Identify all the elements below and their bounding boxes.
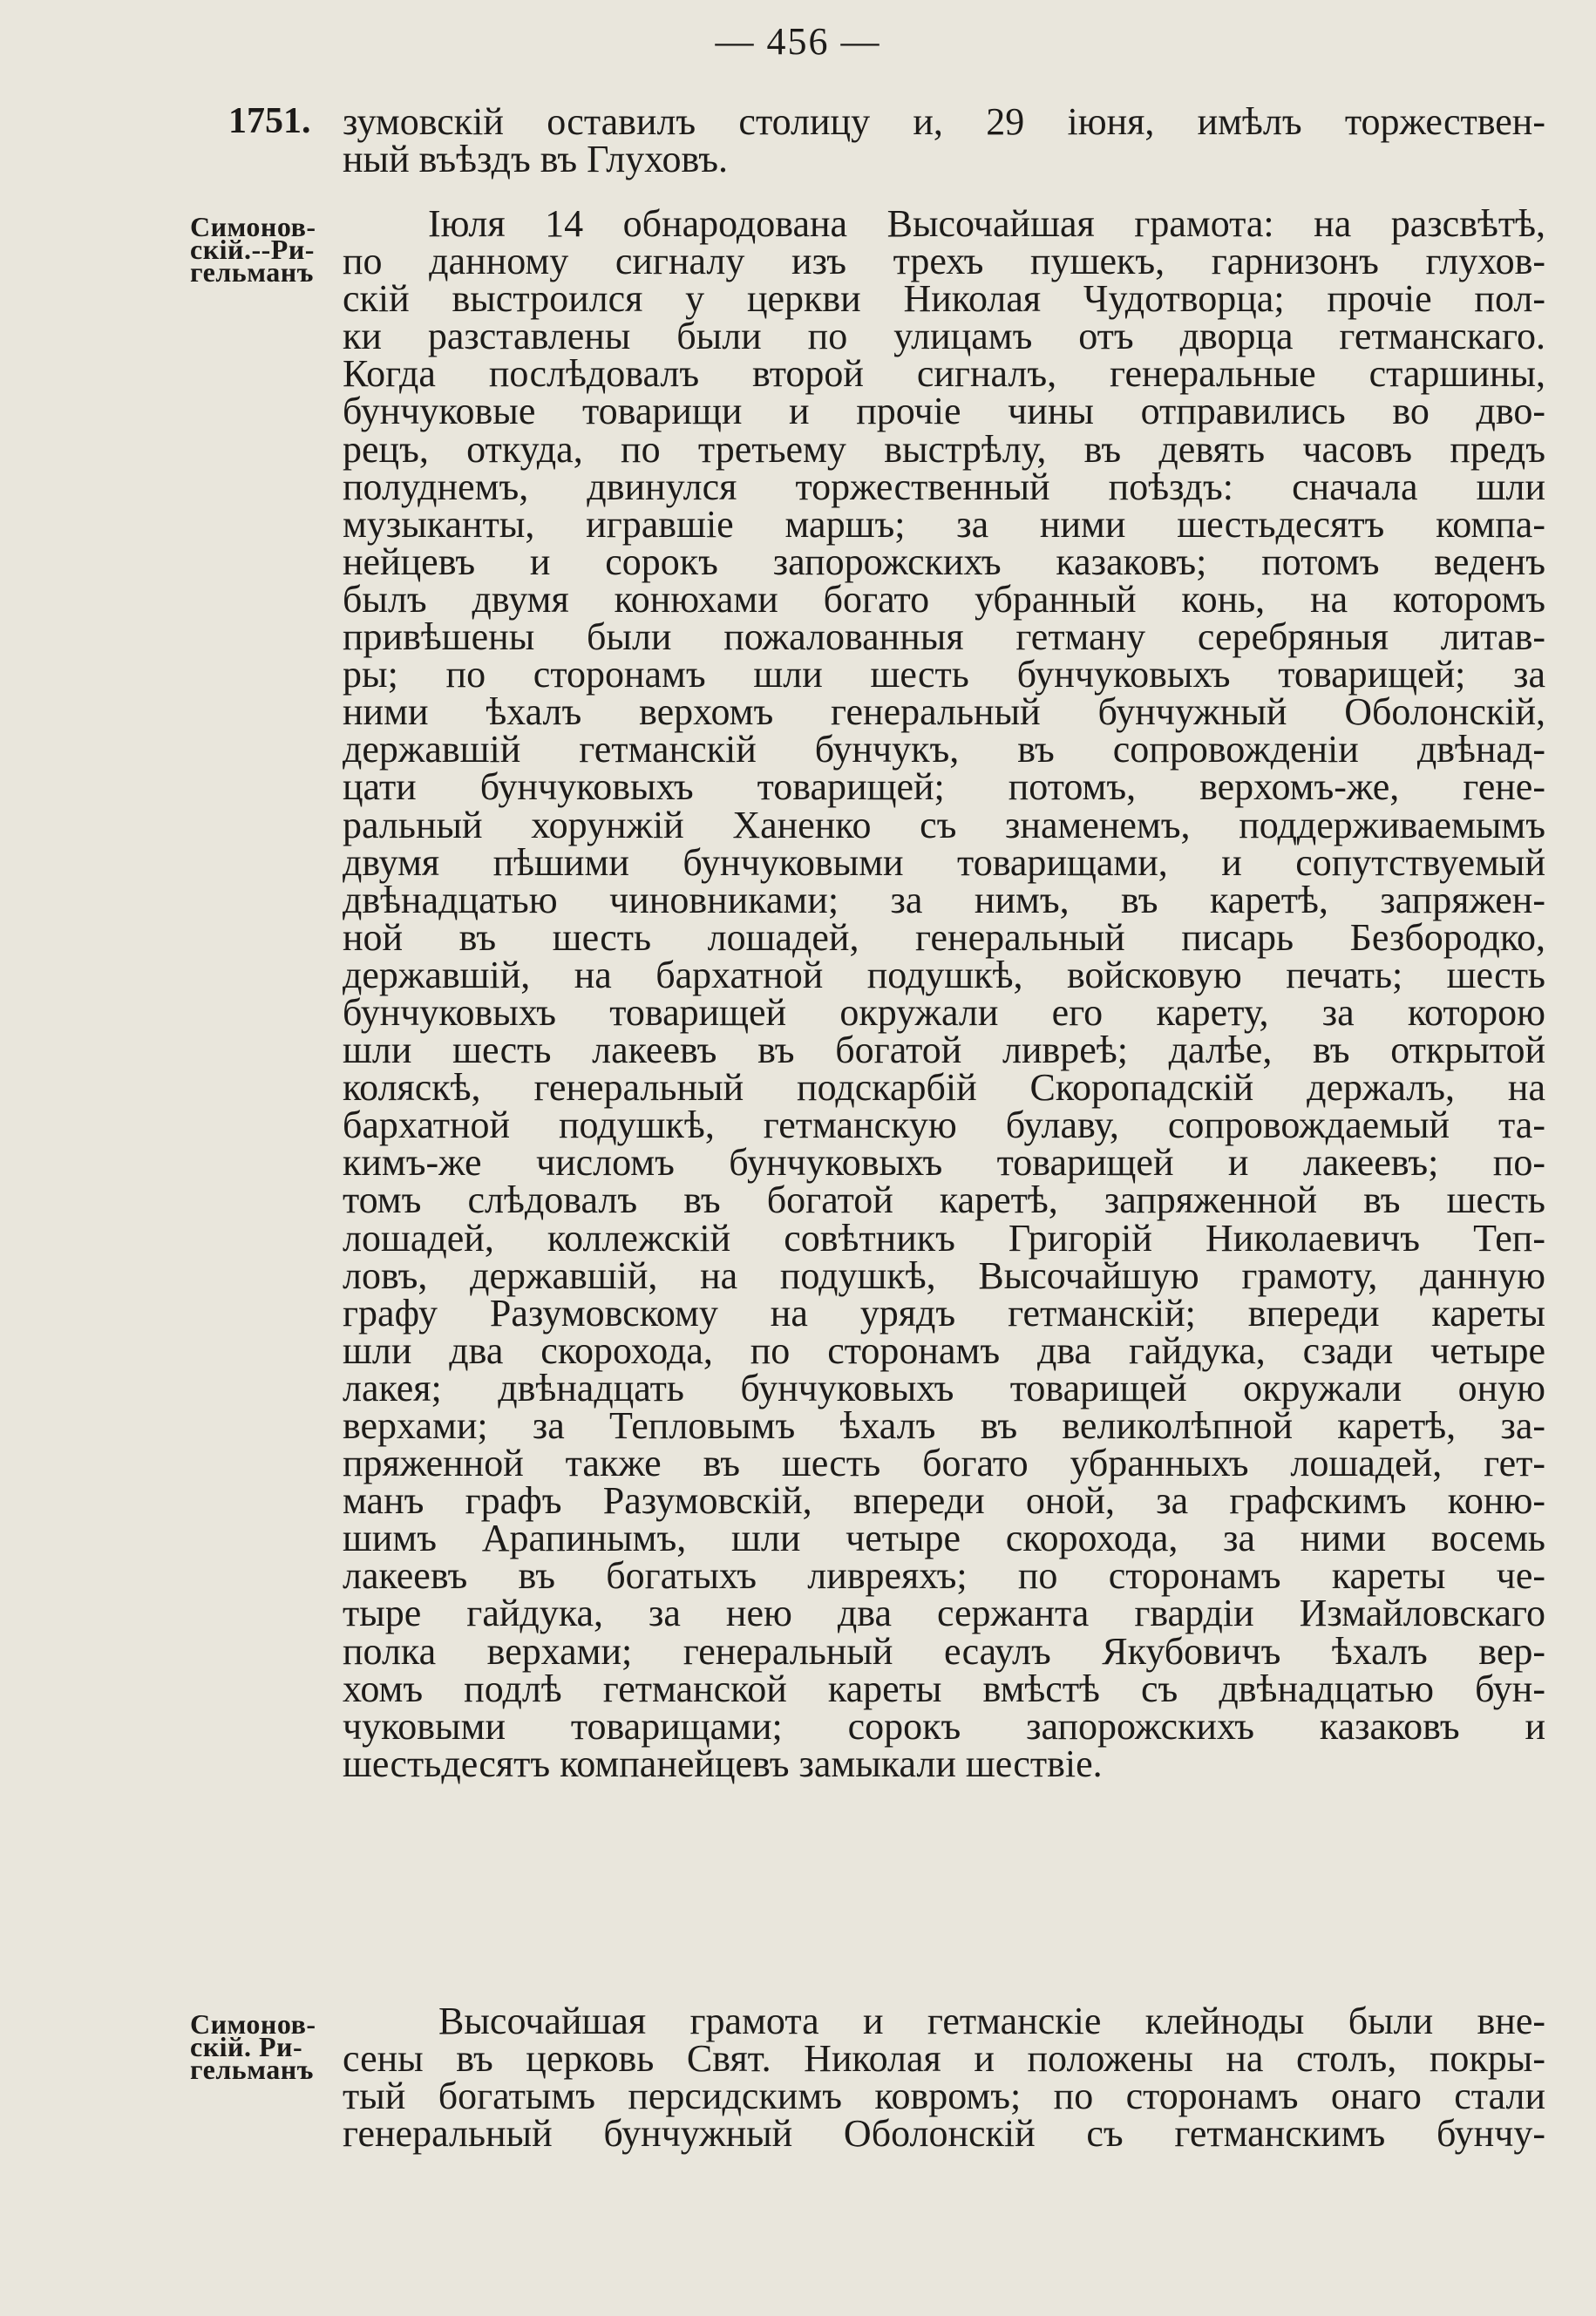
text-line: двѣнадцатью чиновниками; за нимъ, въ каретѣ, запряжен-	[343, 878, 1545, 921]
text-line: державшій, на бархатной подушкѣ, войсковую печать; шесть	[343, 953, 1545, 996]
paragraph-procession	[343, 202, 1545, 1785]
text-line: шли два скорохода, по сторонамъ два гайдука, сзади четыре	[343, 1328, 1545, 1372]
text-line: ки разставлены были по улицамъ отъ дворца гетманскаго.	[343, 315, 1545, 358]
text-line: манъ графъ Разумовскій, впереди оной, за графскимъ коню-	[343, 1479, 1545, 1523]
text-line: бунчуковыхъ товарищей окружали его карету, за которою	[343, 990, 1545, 1034]
margin-note	[190, 2008, 356, 2085]
text-line: генеральный бунчужный Оболонскій съ гетманскимъ бунчу-	[343, 2112, 1545, 2156]
margin-note	[190, 211, 356, 288]
text-line: скій выстроился у церкви Николая Чудотворца; прочіе пол-	[343, 277, 1545, 321]
text-line: привѣшены были пожалованныя гетману серебряныя литав-	[343, 615, 1545, 659]
text-line: полка верхами; генеральный есаулъ Якубовичъ ѣхалъ вер-	[343, 1629, 1545, 1673]
text-line: шли шесть лакеевъ въ богатой ливреѣ; далѣе, въ открытой	[343, 1029, 1545, 1072]
text-line: державшій гетманскій бунчукъ, въ сопровожденіи двѣнад-	[343, 728, 1545, 771]
text-line: рецъ, откуда, по третьему выстрѣлу, въ девять часовъ предъ	[343, 427, 1545, 471]
margin-note-line: скій. Ри-	[190, 2031, 303, 2062]
text-line: тыре гайдука, за нею два сержанта гвардіи Измайловскаго	[343, 1592, 1545, 1635]
text-line: цати бунчуковыхъ товарищей; потомъ, верхомъ-же, гене-	[343, 765, 1545, 809]
text-line: нейцевъ и сорокъ запорожскихъ казаковъ; потомъ веденъ	[343, 540, 1545, 583]
paragraph-regalia	[343, 2000, 1545, 2156]
text-line: коляскѣ, генеральный подскарбій Скоропадскій держалъ, на	[343, 1066, 1545, 1110]
text-line: двумя пѣшими бунчуковыми товарищами, и сопутствуемый	[343, 840, 1545, 884]
text-line: хомъ подлѣ гетманской кареты вмѣстѣ съ двѣнадцатью бун-	[343, 1667, 1545, 1710]
text-line: зумовскій оставилъ столицу и, 29 іюня, имѣлъ торжествен-	[343, 100, 1545, 143]
text-line: ральный хорунжій Ханенко съ знаменемъ, поддерживаемымъ	[343, 803, 1545, 846]
text-line: бархатной подушкѣ, гетманскую булаву, сопровождаемый та-	[343, 1104, 1545, 1147]
text-line: томъ слѣдовалъ въ богатой каретѣ, запряженной въ шесть	[343, 1178, 1545, 1222]
text-line: полуднемъ, двинулся торжественный поѣздъ: сначала шли	[343, 465, 1545, 508]
text-line: ловъ, державшій, на подушкѣ, Высочайшую грамоту, данную	[343, 1253, 1545, 1297]
margin-note-line: Симонов-	[190, 2008, 316, 2040]
margin-note-line: гельманъ	[190, 2054, 314, 2085]
text-line: ной въ шесть лошадей, генеральный писарь Безбородко,	[343, 915, 1545, 959]
text-line: шестьдесятъ компанейцевъ замыкали шествіе.	[343, 1742, 1103, 1785]
text-line: ними ѣхалъ верхомъ генеральный бунчужный Оболонскій,	[343, 690, 1545, 734]
year-marker: 1751.	[228, 101, 311, 141]
text-line: ный въѣздъ въ Глуховъ.	[343, 138, 728, 181]
text-line: лакея; двѣнадцать бунчуковыхъ товарищей окружали оную	[343, 1366, 1545, 1409]
margin-note-line: гельманъ	[190, 256, 314, 288]
paragraph-continuation	[343, 100, 1545, 181]
text-line: кимъ-же числомъ бунчуковыхъ товарищей и лакеевъ; по-	[343, 1141, 1545, 1185]
page-number: — 456 —	[715, 20, 881, 63]
text-line: Высочайшая грамота и гетманскіе клейноды были вне-	[438, 2000, 1545, 2042]
text-line: сены въ церковь Свят. Николая и положены на столъ, покры-	[343, 2037, 1545, 2081]
margin-note-line: Симонов-	[190, 211, 316, 242]
text-line: лошадей, коллежскій совѣтникъ Григорій Николаевичъ Теп-	[343, 1216, 1545, 1260]
text-line: музыканты, игравшіе маршъ; за ними шестьдесятъ компа-	[343, 502, 1545, 546]
text-line: по данному сигналу изъ трехъ пушекъ, гарнизонъ глухов-	[343, 240, 1545, 283]
text-line: графу Разумовскому на урядъ гетманскій; впереди кареты	[343, 1291, 1545, 1335]
text-line: Когда послѣдовалъ второй сигналъ, генеральные старшины,	[343, 352, 1545, 396]
text-line: верхами; за Тепловымъ ѣхалъ въ великолѣпной каретѣ, за-	[343, 1404, 1545, 1447]
text-line: шимъ Арапинымъ, шли четыре скорохода, за ними восемь	[343, 1517, 1545, 1560]
text-line: пряженной также въ шесть богато убранныхъ лошадей, гет-	[343, 1442, 1545, 1485]
text-line: былъ двумя конюхами богато убранный конь, на которомъ	[343, 577, 1545, 621]
margin-note-line: скій.--Ри-	[190, 234, 315, 265]
text-line: чуковыми товарищами; сорокъ запорожскихъ казаковъ и	[343, 1704, 1545, 1748]
text-line: Іюля 14 обнародована Высочайшая грамота: на разсвѣтѣ,	[428, 202, 1545, 245]
text-line: лакеевъ въ богатыхъ ливреяхъ; по сторонамъ кареты че-	[343, 1554, 1545, 1598]
text-line: бунчуковые товарищи и прочіе чины отправились во дво-	[343, 390, 1545, 433]
text-line: тый богатымъ персидскимъ ковромъ; по сторонамъ онаго стали	[343, 2075, 1545, 2118]
text-line: ры; по сторонамъ шли шесть бунчуковыхъ товарищей; за	[343, 653, 1545, 696]
